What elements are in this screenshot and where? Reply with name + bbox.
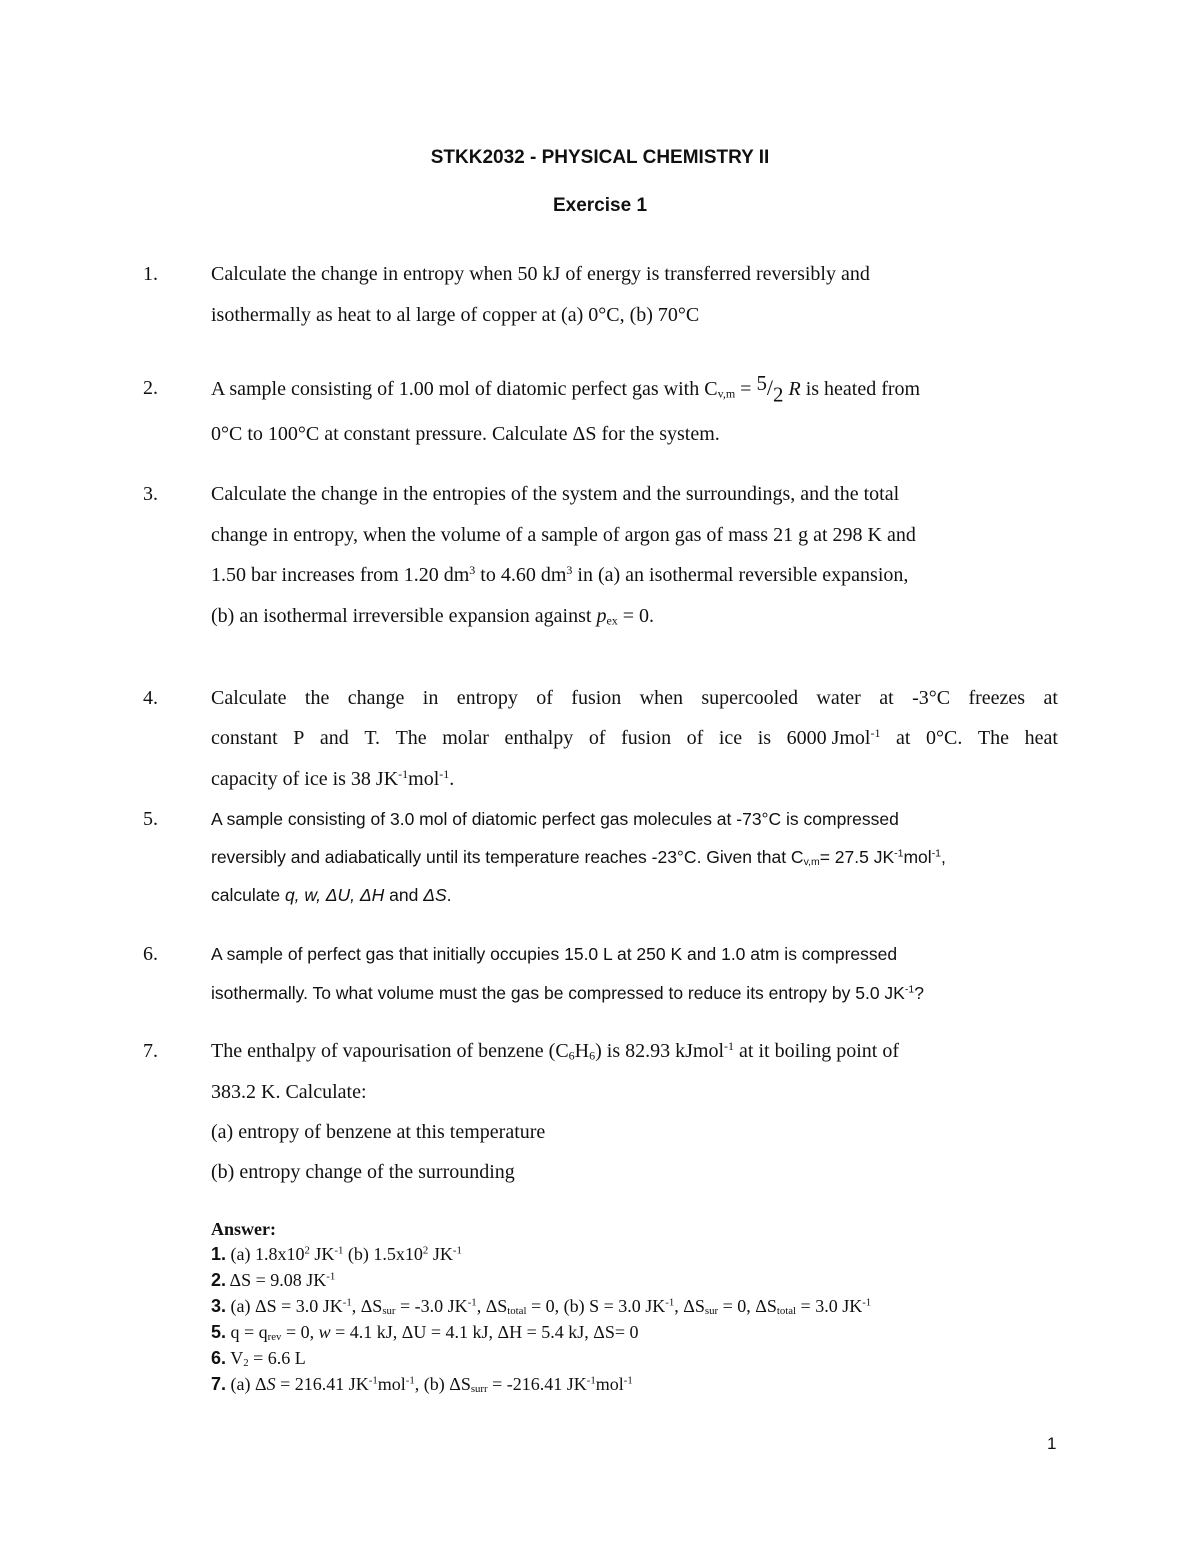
- question-3-line-1: Calculate the change in the entropies of the system and the surroundings, and the total: [211, 483, 900, 505]
- question-1-line-2: isothermally as heat to al large of copper at (a) 0°C, (b) 70°C: [211, 304, 700, 326]
- question-4-line-3: capacity of ice is 38 $JK^{-1}mol^{-1}$.: [211, 766, 455, 790]
- question-2-number: 2.: [143, 377, 158, 399]
- question-2-line-2: 0°C to 100°C at constant pressure. Calculate ΔS for the system.: [211, 423, 720, 445]
- question-4-number: 4.: [143, 687, 158, 709]
- question-4-line-1: Calculate the change in entropy of fusion when supercooled water at -3°C freezes at: [211, 687, 1058, 709]
- answer-2: 2. ΔS = 9.08 $JK^{-1}$: [211, 1270, 336, 1290]
- question-7-line-4: (b) entropy change of the surrounding: [211, 1161, 515, 1183]
- question-3-line-4: (b) an isothermal irreversible expansion against $p_{ex} = 0$.: [211, 605, 655, 628]
- question-5-line-3: calculate q, w, ΔU, ΔH and ΔS.: [211, 885, 452, 905]
- question-2-line-1: A sample consisting of 1.00 mol of diatomic perfect gas with $C_{v,m} = ^5/_2$ R is heated from: [211, 370, 921, 407]
- question-3-number: 3.: [143, 483, 158, 505]
- question-5-number: 5.: [143, 808, 158, 830]
- question-5-line-1: A sample consisting of 3.0 mol of diatomic perfect gas molecules at -73°C is compressed: [211, 809, 899, 829]
- question-1-line-1: Calculate the change in entropy when 50 kJ of energy is transferred reversibly and: [211, 263, 870, 285]
- exercise-subtitle: Exercise 1: [552, 195, 648, 216]
- answers-heading: Answer:: [211, 1219, 276, 1239]
- question-6-line-2: isothermally. To what volume must the gas be compressed to reduce its entropy by 5.0 $JK^{-1}$?: [211, 983, 924, 1003]
- question-6-number: 6.: [143, 943, 158, 965]
- answer-6: 6. $V_2 = 6.6$ L: [211, 1348, 306, 1370]
- question-7-line-1: The enthalpy of vapourisation of benzene $(C_6H_6)$ is 82.93 kJmol$^{-1}$ at it boiling point of: [211, 1038, 900, 1063]
- question-3-line-2: change in entropy, when the volume of a sample of argon gas of mass 21 g at 298 K and: [211, 524, 916, 546]
- answer-1: 1. (a) $1.8x10^2$ $JK^{-1}$ (b) $1.5x10^2$ $JK^{-1}$: [211, 1244, 462, 1264]
- question-3-line-3: 1.50 bar increases from 1.20 $dm^3$ to 4.60 $dm^3$ in (a) an isothermal reversible expansion,: [211, 562, 909, 586]
- question-7-line-3: (a) entropy of benzene at this temperature: [211, 1121, 546, 1143]
- question-7-line-2: 383.2 K. Calculate:: [211, 1081, 367, 1103]
- answer-5: 5. $q = q_{rev} = 0$, w = 4.1 kJ, ΔU = 4.1 kJ, ΔH = 5.4 kJ, ΔS= 0: [211, 1322, 639, 1344]
- question-7-number: 7.: [143, 1040, 158, 1062]
- answer-3: 3. (a) ΔS = 3.0 $JK^{-1}$, $\Delta S_{sur} = -3.0$ $JK^{-1}$, $\Delta S_{total} = 0$, (b) S = 3.0 $JK^{-1}$, $\Delta S_{sur} = 0$, $\Delta S_{total} = 3.0$ $JK^{-1}$: [211, 1296, 872, 1318]
- page-title: STKK2032 - PHYSICAL CHEMISTRY II: [430, 147, 770, 168]
- question-5-line-2: reversibly and adiabatically until its temperature reaches -23°C. Given that $C_{v,m}= 27.5$ $JK^{-1}mol^{-1}$,: [211, 847, 946, 869]
- page-number: 1: [1047, 1434, 1057, 1453]
- question-6-line-1: A sample of perfect gas that initially occupies 15.0 L at 250 K and 1.0 atm is compressed: [211, 944, 898, 964]
- answer-7: 7. (a) ΔS = 216.41 $JK^{-1}mol^{-1}$, (b) $\Delta S_{surr} = -216.41$ $JK^{-1}mol^{-1}$: [211, 1374, 633, 1396]
- question-4-line-2: constant P and T. The molar enthalpy of fusion of ice is 6000 Jmol$^{-1}$ at 0°C. The heat: [211, 725, 1058, 749]
- question-1-number: 1.: [143, 263, 158, 285]
